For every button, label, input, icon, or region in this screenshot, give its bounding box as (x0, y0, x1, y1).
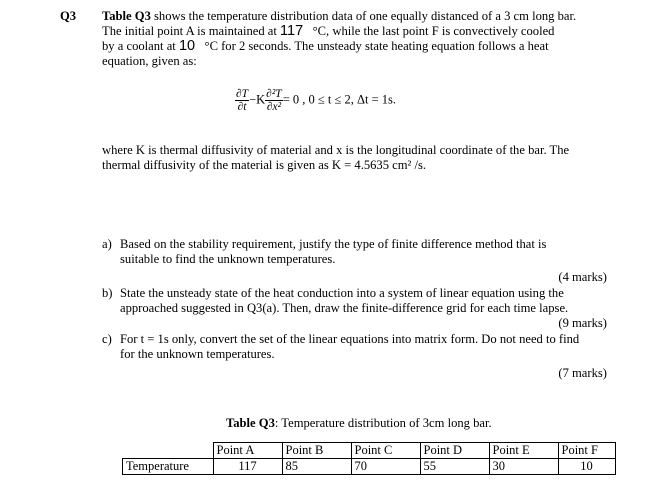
table-corner-cell (123, 443, 214, 459)
intro-line-1-text: shows the temperature distribution data of one equally distanced of a 3 cm long bar. (150, 9, 577, 23)
intro-line-1 (102, 9, 627, 24)
table-caption-text: : Temperature distribution of 3cm long bar. (274, 416, 492, 430)
frac1-denominator: ∂t (237, 101, 247, 113)
part-c-letter: c) (102, 332, 112, 346)
table-caption (226, 416, 492, 431)
part-b-line-2: approached suggested in Q3(a). Then, draw the finite-difference grid for each time lapse. (120, 301, 569, 315)
table-cell: 30 (489, 459, 558, 475)
heat-equation (235, 88, 396, 113)
table-cell: 55 (420, 459, 489, 475)
part-b-text (120, 286, 620, 316)
table-header-cell: Point A (213, 443, 282, 459)
coolant-temperature-value: 10 (178, 38, 196, 54)
part-a-line-1: Based on the stability requirement, justify the type of finite difference method that is (120, 237, 547, 251)
part-a-letter: a) (102, 237, 112, 251)
intro-line-2 (102, 24, 627, 39)
equation-fraction-time (235, 88, 249, 113)
frac2-denominator: ∂x² (266, 101, 282, 113)
table-cell: 70 (351, 459, 420, 475)
equation-minus-k: −K (249, 92, 266, 107)
part-a-marks: (4 marks) (558, 270, 607, 284)
part-b-marks: (9 marks) (558, 316, 607, 330)
equation-fraction-space (265, 88, 283, 113)
part-b-letter: b) (102, 286, 113, 300)
intro-line-3-pre: by a coolant at (102, 39, 179, 53)
part-c-line-1: For t = 1s only, convert the set of the linear equations into matrix form. Do not need to find (120, 332, 580, 346)
table-caption-label: Table Q3 (226, 416, 275, 430)
part-c-marks: (7 marks) (558, 366, 607, 380)
equation-rest: = 0 , 0 ≤ t ≤ 2, Δt = 1s. (282, 92, 396, 107)
table-cell: 117 (213, 459, 282, 475)
initial-temperature-value: 117 (280, 23, 304, 39)
table-row (123, 459, 616, 475)
part-b-line-1: State the unsteady state of the heat conduction into a system of linear equation using the (120, 286, 564, 300)
part-a-line-2: suitable to find the unknown temperatures. (120, 252, 336, 266)
part-a-text (120, 237, 620, 267)
intro-line-3-post: °C for 2 seconds. The unsteady state heating equation follows a heat (204, 39, 549, 53)
intro-line-2-post: °C, while the last point F is convectively cooled (312, 24, 555, 38)
table-header-cell: Point E (489, 443, 558, 459)
question-intro (102, 9, 627, 69)
table-header-cell: Point B (282, 443, 351, 459)
table-header-cell: Point C (351, 443, 420, 459)
table-cell: 85 (282, 459, 351, 475)
table-header-row (123, 443, 616, 459)
part-c-line-2: for the unknown temperatures. (120, 347, 275, 361)
table-reference: Table Q3 (102, 9, 151, 23)
intro-line-2-pre: The initial point A is maintained at (102, 24, 281, 38)
table-header-cell: Point D (420, 443, 489, 459)
table-row-label: Temperature (123, 459, 214, 475)
intro-line-4: equation, given as: (102, 54, 197, 68)
temperature-table (122, 442, 616, 475)
part-c-text (120, 332, 620, 362)
intro-line-3 (102, 39, 627, 54)
frac2-numerator: ∂²T (266, 88, 282, 100)
question-number: Q3 (60, 9, 77, 23)
table-header-cell: Point F (558, 443, 615, 459)
where-line-2: thermal diffusivity of the material is given as K = 4.5635 cm² /s. (102, 158, 427, 172)
frac1-numerator: ∂T (236, 88, 249, 100)
where-line-1: where K is thermal diffusivity of material and x is the longitudinal coordinate of the bar. The (102, 143, 570, 157)
where-text (102, 143, 627, 173)
table-cell: 10 (558, 459, 615, 475)
